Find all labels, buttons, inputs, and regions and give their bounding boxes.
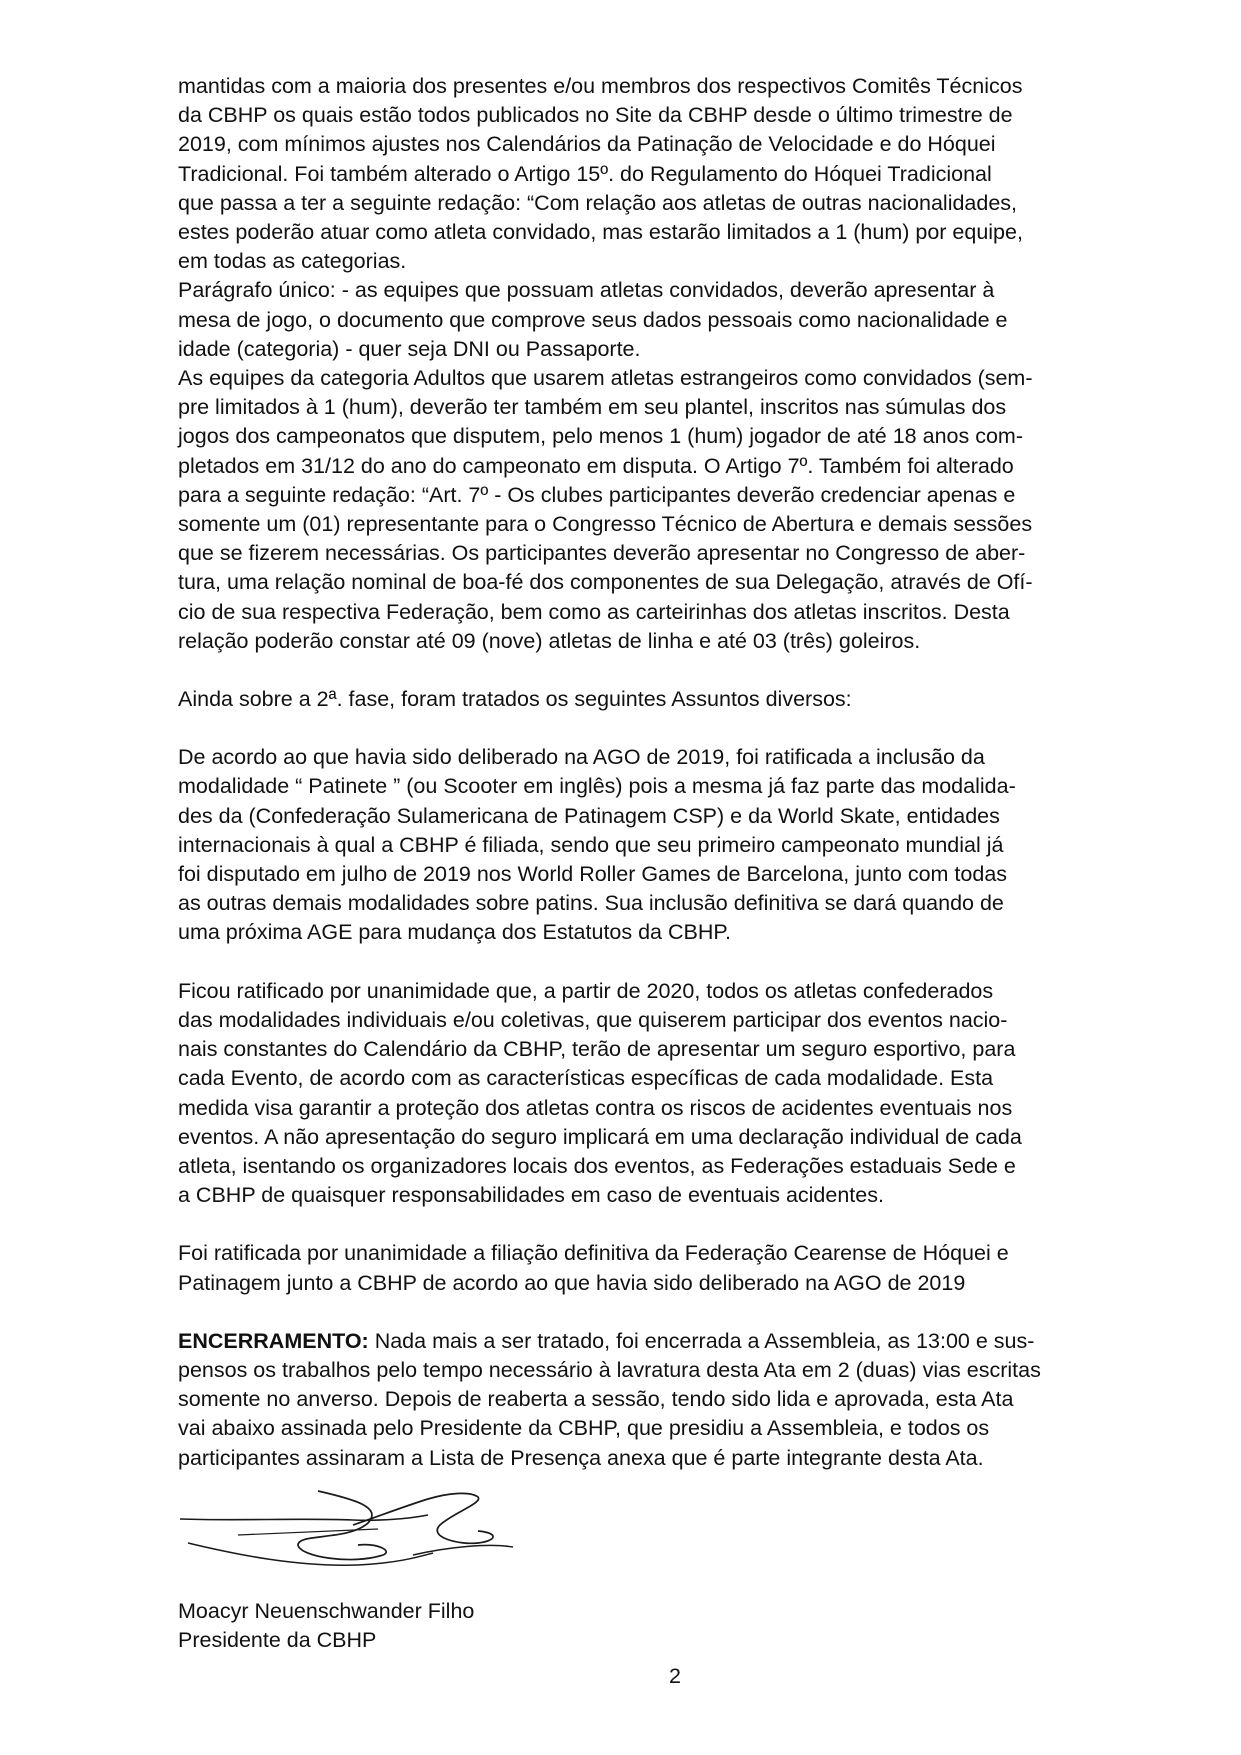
paragraph-regulations: mantidas com a maioria dos presentes e/ou membros dos respectivos Comitês Técnicos da CBHP os quais estão todos publicados no Site da CBHP desde o último trimestre de 2019, com mínimos ajustes nos Calendários da Patinação de Velocidade e do Hóquei Tradicional. Foi também alterado o Artigo 15º. do Regulamento do Hóquei Tradicional que passa a ter a seguinte redação: “Com relação aos atletas de outras nacionalidades, estes poderão atuar como atleta convidado, mas estarão limitados a 1 (hum) por equipe, em todas as categorias. Parágrafo único: - as equipes que possuam atletas convidados, deverão apresentar à mesa de jogo, o documento que comprove seus dados pessoais como nacionalidade e idade (categoria) - quer seja DNI ou Passaporte. As equipes da categoria Adultos que usarem atletas estrangeiros como convidados (sem- pre limitados à 1 (hum), deverão ter também em seu plantel, inscritos nas súmulas dos jogos dos campeonatos que disputem, pelo menos 1 (hum) jogador de até 18 anos com- pletados em 31/12 do ano do campeonato em disputa. O Artigo 7º. Também foi alterado para a seguinte redação: “Art. 7º - Os clubes participantes deverão credenciar apenas e somente um (01) representante para o Congresso Técnico de Abertura e demais sessões que se fizerem necessárias. Os participantes deverão apresentar no Congresso de aber- tura, uma relação nominal de boa-fé dos componentes de sua Delegação, através de Ofí- cio de sua respectiva Federação, bem como as carteirinhas dos atletas inscritos. Desta relação poderão constar até 09 (nove) atletas de linha e até 03 (três) goleiros. [178,74,1033,653]
spacer [178,948,1168,977]
spacer [178,1298,1168,1327]
handwritten-signature [178,1485,518,1575]
page-number: 2 [669,1664,681,1688]
paragraph-closing [178,1327,1168,1473]
closing-text: Nada mais a ser tratado, foi encerrada a Assembleia, as 13:00 e sus- pensos os trabalhos pelo tempo necessário à lavratura desta Ata em 2 (duas) vias escritas somente no anverso. Depois de reaberta a sessão, tendo sido lida e aprovada, esta Ata vai abaixo assinada pelo Presidente da CBHP, que presidiu a Assembleia, e todos os participantes assinaram a Lista de Presença anexa que é parte integrante desta Ata. [178,1328,1041,1470]
document-body [178,72,1168,1473]
signature-block [178,1597,474,1655]
signer-title: Presidente da CBHP [178,1628,377,1653]
paragraph-second-phase: Ainda sobre a 2ª. fase, foram tratados os seguintes Assuntos diversos: [178,687,852,712]
paragraph-affiliation: Foi ratificada por unanimidade a filiação definitiva da Federação Cearense de Hóquei e Patinagem junto a CBHP de acordo ao que havia sido deliberado na AGO de 2019 [178,1241,1009,1295]
spacer [178,1210,1168,1239]
paragraph-insurance: Ficou ratificado por unanimidade que, a partir de 2020, todos os atletas confederados das modalidades individuais e/ou coletivas, que quiserem participar dos eventos nacio- nais constantes do Calendário da CBHP, terão de apresentar um seguro esportivo, para cada Evento, de acordo com as características específicas de cada modalidade. Esta medida visa garantir a proteção dos atletas contra os riscos de acidentes eventuais nos eventos. A não apresentação do seguro implicará em uma declaração individual de cada atleta, isentando os organizadores locais dos eventos, as Federações estaduais Sede e a CBHP de quaisquer responsabilidades em caso de eventuais acidentes. [178,978,1022,1208]
spacer [178,714,1168,743]
closing-label: ENCERRAMENTO: [178,1328,369,1353]
spacer [178,656,1168,685]
signer-name: Moacyr Neuenschwander Filho [178,1599,475,1623]
paragraph-patinete: De acordo ao que havia sido deliberado na AGO de 2019, foi ratificada a inclusão da modalidade “ Patinete ” (ou Scooter em inglês) pois a mesma já faz parte das modalida- des da (Confederação Sulamericana de Patinagem CSP) e da World Skate, entidades internacionais à qual a CBHP é filiada, sendo que seu primeiro campeonato mundial já foi disputado em julho de 2019 nos World Roller Games de Barcelona, junto com todas as outras demais modalidades sobre patins. Sua inclusão definitiva se dará quando de uma próxima AGE para mudança dos Estatutos da CBHP. [178,745,1016,945]
